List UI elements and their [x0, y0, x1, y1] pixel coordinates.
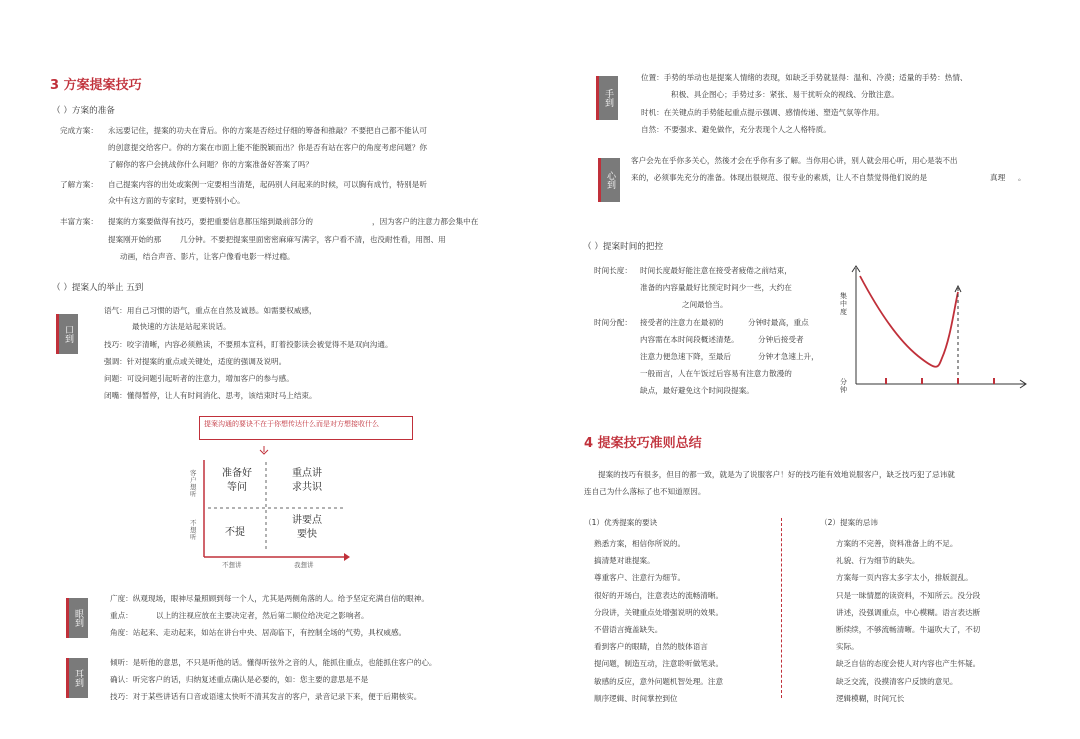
- x-label-right: 我想讲: [294, 561, 314, 569]
- dist-line: 接受者的注意力在最初的: [640, 318, 724, 327]
- ear-line: 倾听：是听他的意思，不只是听他的话。懂得听弦外之音的人，能抓住重点，也能抓住客户的心。: [110, 658, 437, 667]
- hand-line: 自然：不要强求、避免做作，充分表现个人之人格特质。: [641, 125, 831, 134]
- perfect-line: 永远要记住，提案的功夫在背后。你的方案是否经过仔细的筹备和推敲？不要把自己都不能认可: [108, 126, 427, 135]
- good-item: 分段讲，关键重点处增强说明的效果。: [594, 607, 724, 617]
- bad-item: 方案的不完善，资料准备上的不足。: [836, 539, 958, 548]
- quadrant-emphasize: 重点讲 求共识: [292, 468, 322, 493]
- rich-line: 动画，结合声音、影片，让客户像看电影一样过瘾。: [120, 252, 295, 261]
- y-label-top: 客户想听: [190, 469, 197, 498]
- y-label-bottom: 不想听: [190, 519, 197, 541]
- manner-heading: （ ）提案人的举止 五到: [52, 283, 144, 293]
- dist-line: 分钟才急速上升，: [758, 352, 819, 361]
- x-arrow-icon: [344, 553, 350, 561]
- intro-line: 连自己为什么落标了也不知道原因。: [584, 487, 706, 496]
- good-item: 不借语言掩盖缺失。: [594, 625, 663, 634]
- eye-line: 以上的注视应放在主要决定者，然后第二顺位给决定之影响者。: [156, 611, 369, 620]
- dist-line: 分钟时最高，重点: [748, 318, 809, 327]
- time-heading: （ ）提案时间的把控: [583, 242, 664, 252]
- good-item: 很好的开场白，注意表达的流畅清晰。: [594, 590, 724, 600]
- time-label: 时间长度：: [594, 266, 632, 275]
- dist-line: 缺点，最好避免这个时间段提案。: [640, 386, 754, 395]
- bad-item: 礼貌、行为细节的缺失。: [836, 556, 920, 566]
- bad-item: 讲述，没强调重点，中心模糊。语言表达断: [836, 607, 981, 617]
- section-4-title: 4 提案技巧准则总结: [584, 436, 702, 451]
- time-line: 之间最恰当。: [682, 300, 728, 309]
- rich-line: 几分钟。不要把提案里面密密麻麻写满字，客户看不清，也没耐性看，用图、用: [180, 235, 446, 244]
- understand-line: 众中有这方面的专家时，更要特别小心。: [108, 196, 245, 205]
- good-item: 看到客户的眼睛，自然的肢体语言: [594, 642, 708, 652]
- hand-tag: 手到: [596, 76, 618, 120]
- rich-line: 提案刚开始的那: [108, 235, 162, 244]
- mouth-line: 语气：用自己习惯的语气，重点在自然及诚恳。如需要权威感，: [104, 306, 317, 315]
- eye-line: 角度：站起来、走动起来，如站在讲台中央、居高临下，有控制全场的气势，具权威感。: [110, 628, 407, 637]
- heart-line: 来的，必须事先充分的准备。体现出很规范、很专业的素质，让人不自禁觉得他们说的是: [631, 173, 928, 182]
- attention-curve: [860, 276, 958, 367]
- eye-line: 重点：: [110, 611, 133, 620]
- dist-line: 分钟后接受者: [758, 335, 804, 344]
- mouth-line: 闭嘴：懂得暂停，让人有时间消化、思考，该结束时马上结束。: [104, 391, 317, 400]
- bad-item: 方案每一页内容太多字太小，排版混乱。: [836, 573, 973, 583]
- hand-line: 时机：在关键点的手势能起重点提示强调、感情传递、塑造气氛等作用。: [641, 108, 884, 117]
- mouth-line: 技巧：咬字清晰，内容必须熟读，不要照本宣科，盯着投影读会被觉得不是双向沟通。: [104, 340, 393, 349]
- intro-line: 提案的技巧有很多，但目的都一致，就是为了说服客户！好的技巧能有效地说服客户，缺乏技巧犯了忌讳就: [598, 470, 955, 479]
- ear-line: 技巧：对于某些讲话有口音或语速太快听不清其发言的客户，录音记录下来，便于后期核实。: [110, 692, 422, 701]
- rich-line: ，因为客户的注意力都会集中在: [372, 217, 479, 226]
- ear-line: 确认：听完客户的话，归纳复述重点确认是必要的，如：您主要的意思是不是: [110, 675, 369, 684]
- matrix-diagram: [180, 440, 360, 570]
- dist-label: 时间分配：: [594, 318, 632, 327]
- attention-graph: [838, 260, 1034, 400]
- section-3-title: 3 方案提案技巧: [50, 78, 142, 93]
- bad-item: 缺乏交流，没摸清客户反馈的意见。: [836, 676, 958, 686]
- bad-title: （2）提案的忌讳: [820, 518, 878, 527]
- down-arrow-icon: [260, 446, 268, 454]
- graph-y-label: 集中度: [840, 292, 847, 316]
- good-item: 顺序逻辑、时间掌控到位: [594, 693, 678, 703]
- understand-label: 了解方案：: [60, 180, 98, 189]
- prep-heading: （ ）方案的准备: [52, 106, 115, 116]
- eye-line: 广度：纵观现场，眼神尽量照顾到每一个人，尤其是两侧角落的人。给予坚定充满自信的眼神。: [110, 594, 429, 603]
- heart-line: 真理: [990, 173, 1006, 182]
- good-item: 尊重客户、注意行为细节。: [594, 573, 686, 583]
- rich-label: 丰富方案：: [60, 217, 98, 226]
- good-item: 敏感的反应，意外问题机智处理。注意: [594, 676, 724, 686]
- graph-x-label: 分钟: [840, 378, 847, 394]
- time-line: 准备的内容量最好比预定时间少一些，大约在: [640, 283, 792, 292]
- mouth-line: 问题：可设问题引起听者的注意力，增加客户的参与感。: [104, 374, 294, 383]
- dist-line: 注意力便急速下降，至最后: [640, 352, 732, 361]
- bad-item: 只是一昧情愿的读资料，不知所云。没分段: [836, 590, 981, 600]
- time-line: 时间长度最好能注意在接受者疲倦之前结束，: [640, 266, 792, 275]
- bad-item: 断续续，不够流畅清晰。牛逼吹大了，不切: [836, 625, 981, 634]
- understand-line: 自己提案内容的出处或案例一定要相当清楚，起码别人问起来的时候，可以胸有成竹，特别是听: [108, 180, 427, 189]
- eye-tag: 眼到: [66, 598, 88, 638]
- quadrant-prepare: 准备好 等问: [222, 468, 252, 493]
- mouth-line: 强调：针对提案的重点或关键处，适度的强调及说明。: [104, 357, 287, 366]
- matrix-banner: 提案沟通的要诀不在于你想传达什么而是对方想接收什么: [199, 416, 413, 440]
- bad-item: 逻辑模糊，时间冗长: [836, 693, 905, 703]
- heart-line: 客户会先在乎你多关心，然後才会在乎你有多了解。当你用心讲，别人就会用心听，用心是装不出: [631, 156, 958, 165]
- quadrant-brief: 讲要点 要快: [292, 515, 322, 540]
- perfect-line: 的创意提交给客户。你的方案在市面上能不能脱颖而出？你是否有站在客户的角度考虑问题？你: [108, 143, 427, 152]
- perfect-line: 了解你的客户会挑战你什么问题？你的方案准备好答案了吗？: [108, 160, 314, 169]
- quadrant-skip: 不提: [225, 527, 245, 538]
- perfect-label: 完成方案：: [60, 126, 98, 135]
- good-title: （1）优秀提案的要诀: [584, 518, 658, 527]
- ear-tag: 耳到: [66, 658, 88, 698]
- bad-item: 缺乏自信的态度会使人对内容也产生怀疑。: [836, 659, 981, 669]
- dist-line: 一般而言，人在午饭过后容易有注意力散漫的: [640, 369, 792, 378]
- good-item: 提问题，制造互动，注意聆听做笔录。: [594, 659, 724, 669]
- hand-line: 积极、具企图心；手势过多：紧张、易干扰听众的视线、分散注意。: [671, 90, 899, 99]
- heart-tag: 心到: [598, 158, 620, 202]
- good-item: 搞清楚对谁提案。: [594, 556, 655, 566]
- dist-line: 内容需在本时间段概述清楚。: [640, 335, 739, 344]
- column-divider: [781, 518, 782, 698]
- mouth-tag: 口到: [56, 314, 78, 354]
- x-label-left: 不想讲: [222, 561, 242, 569]
- heart-line: 。: [1018, 173, 1026, 182]
- rich-line: 提案的方案要做得有技巧，要把重要信息都压缩到最前部分的: [108, 217, 314, 226]
- hand-line: 位置：手势的举动也是提案人情绪的表现，如缺乏手势就显得：温和、冷漠；适量的手势：热情、: [641, 73, 968, 82]
- bad-item: 实际。: [836, 642, 859, 652]
- mouth-line: 最快速的方法是站起来说话。: [132, 322, 231, 331]
- good-item: 熟悉方案，相信你所说的。: [594, 539, 686, 548]
